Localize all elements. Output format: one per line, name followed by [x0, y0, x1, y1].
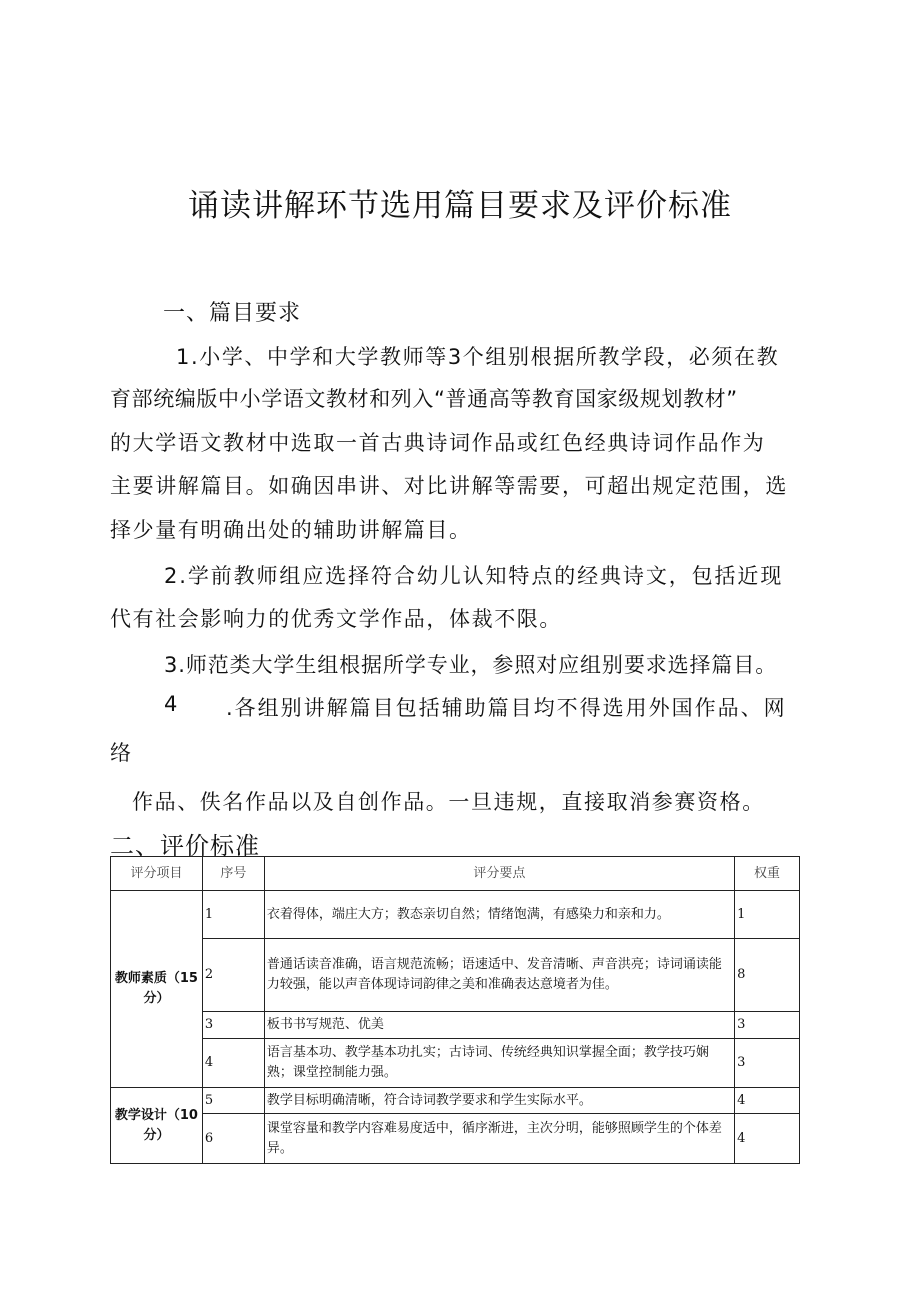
paragraph-line: 1.小学、中学和大学教师等3个组别根据所教学段，必须在教: [176, 345, 780, 369]
row-weight: 4: [735, 1088, 800, 1114]
paragraph-line: 主要讲解篇目。如确因串讲、对比讲解等需要，可超出规定范围，选: [110, 474, 788, 498]
table-row: [111, 1088, 800, 1114]
header-weight: 权重: [735, 857, 800, 891]
paragraph-line: 育部统编版中小学语文教材和列入“普通高等教育国家级规划教材”: [110, 387, 738, 411]
row-number: 1: [202, 891, 264, 939]
row-points: 教学目标明确清晰，符合诗词教学要求和学生实际水平。: [264, 1088, 734, 1114]
paragraph-line: 作品、佚名作品以及自创作品。一旦违规，直接取消参赛资格。: [132, 790, 765, 814]
row-number: 4: [202, 1039, 264, 1088]
paragraph-line: 络: [110, 741, 133, 765]
category-teaching-design: 教学设计（10分）: [111, 1088, 203, 1164]
table-header-row: [111, 857, 800, 891]
row-points: 衣着得体，端庄大方；教态亲切自然；情绪饱满，有感染力和亲和力。: [264, 891, 734, 939]
row-number: 5: [202, 1088, 264, 1114]
row-points: 板书书写规范、优美: [264, 1012, 734, 1039]
evaluation-table: [110, 856, 800, 1164]
header-points: 评分要点: [264, 857, 734, 891]
table-row: [111, 1012, 800, 1039]
table-row: [111, 939, 800, 1012]
row-points: 普通话读音准确，语言规范流畅；语速适中、发音清晰、声音洪亮；诗词诵读能力较强，能以声音体现诗词韵律之美和准确表达意境者为佳。: [264, 939, 734, 1012]
page-title: 诵读讲解环节选用篇目要求及评价标准: [188, 188, 732, 224]
row-points: 语言基本功、教学基本功扎实；古诗词、传统经典知识掌握全面；教学技巧娴熟；课堂控制能力强。: [264, 1039, 734, 1088]
category-teacher-quality: 教师素质（15分）: [111, 891, 203, 1088]
header-number: 序号: [202, 857, 264, 891]
row-number: 6: [202, 1114, 264, 1164]
row-number: 2: [202, 939, 264, 1012]
paragraph-line: 代有社会影响力的优秀文学作品，体裁不限。: [110, 607, 562, 631]
paragraph-line: 2.学前教师组应选择符合幼儿认知特点的经典诗文，包括近现: [164, 564, 784, 588]
header-category: 评分项目: [111, 857, 203, 891]
table-row: [111, 1039, 800, 1088]
row-weight: 4: [735, 1114, 800, 1164]
row-weight: 3: [735, 1012, 800, 1039]
paragraph-line: 4: [164, 692, 179, 716]
row-number: 3: [202, 1012, 264, 1039]
row-weight: 8: [735, 939, 800, 1012]
paragraph-line: 3.师范类大学生组根据所学专业，参照对应组别要求选择篇目。: [164, 653, 778, 677]
paragraph-line: 的大学语文教材中选取一首古典诗词作品或红色经典诗词作品作为: [110, 431, 766, 455]
row-weight: 1: [735, 891, 800, 939]
table-row: [111, 1114, 800, 1164]
paragraph-line: .各组别讲解篇目包括辅助篇目均不得选用外国作品、网: [226, 696, 787, 720]
section1-heading: 一、篇目要求: [163, 301, 302, 326]
row-points: 课堂容量和教学内容难易度适中，循序渐进，主次分明，能够照顾学生的个体差异。: [264, 1114, 734, 1164]
row-weight: 3: [735, 1039, 800, 1088]
table-row: [111, 891, 800, 939]
paragraph-line: 择少量有明确出处的辅助讲解篇目。: [110, 518, 472, 542]
section2-heading: 二、评价标准: [110, 832, 260, 860]
